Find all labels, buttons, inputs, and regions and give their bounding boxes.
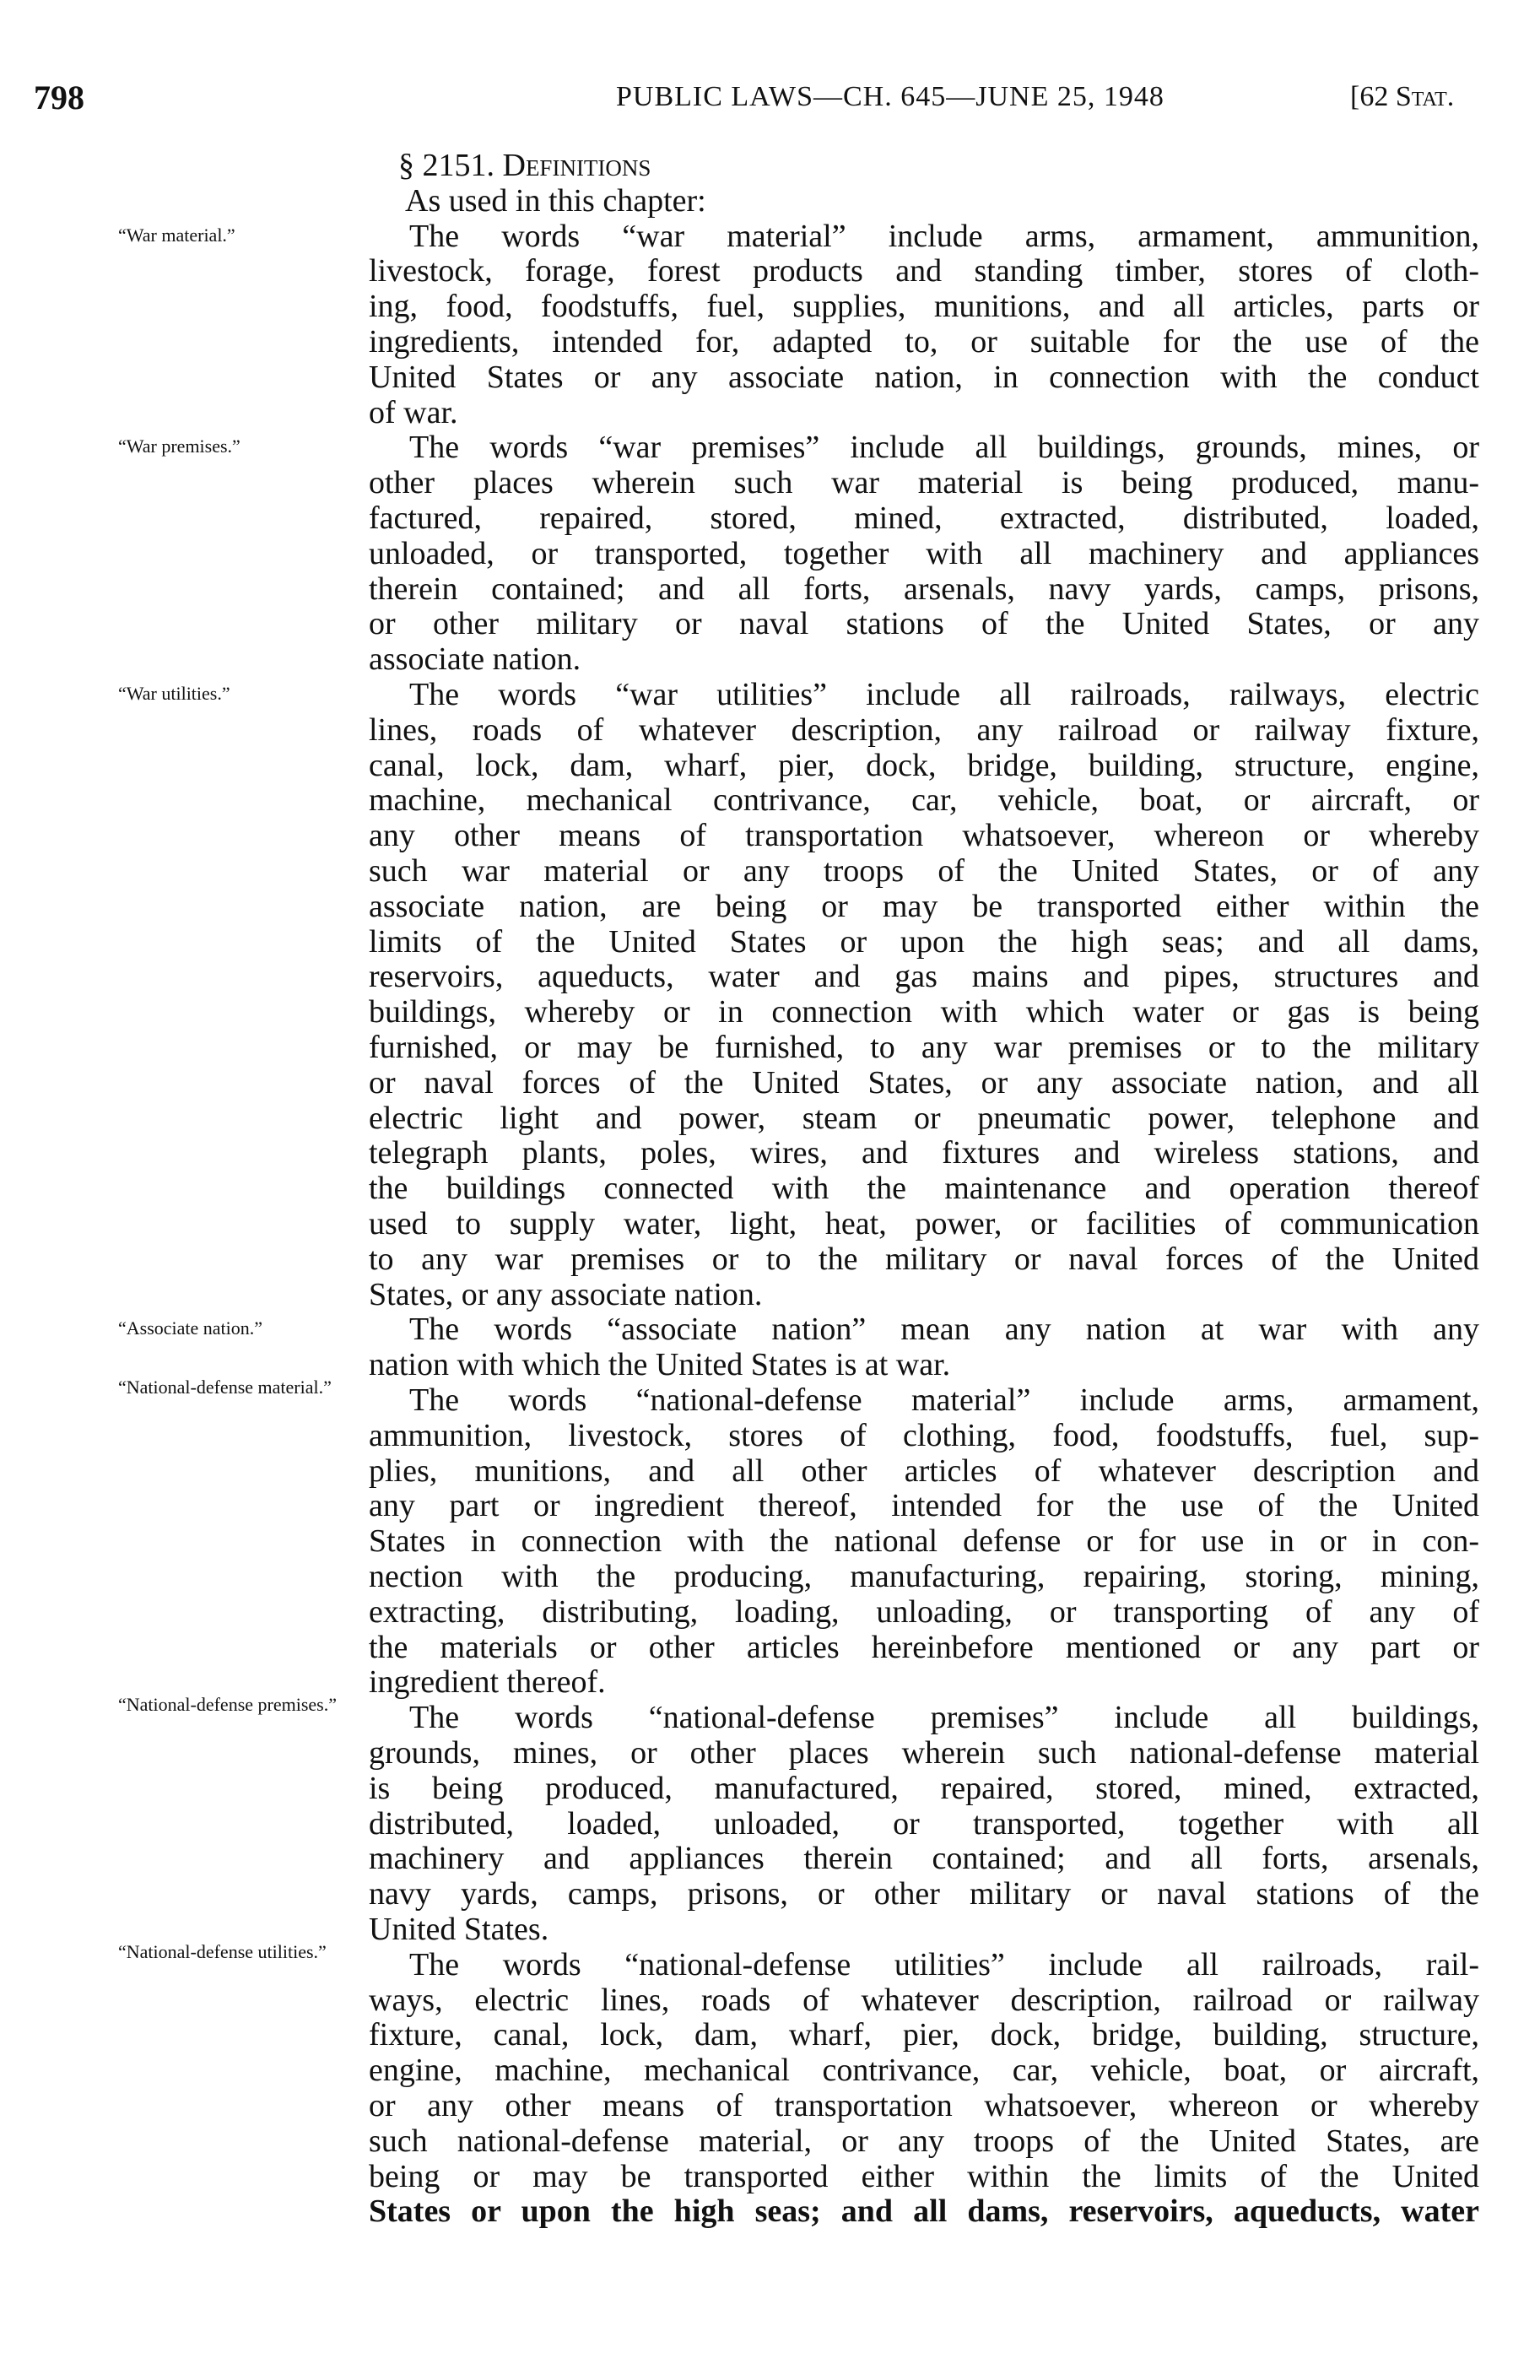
text-line: machinery and appliances therein contained; and all forts, arsenals,	[369, 1841, 1479, 1877]
margin-note: “National-defense premises.”	[118, 1694, 337, 1716]
text-line: The words “war material” include arms, armament, ammunition,	[409, 218, 1479, 254]
text-line: United States or any associate nation, in connection with the conduct	[369, 359, 1479, 395]
text-line: buildings, whereby or in connection with which water or gas is being	[369, 994, 1479, 1030]
text-line: The words “war premises” include all buildings, grounds, mines, or	[409, 430, 1479, 466]
margin-note: “National-defense material.”	[118, 1377, 332, 1398]
text-line: used to supply water, light, heat, power, or facilities of communication	[369, 1206, 1479, 1241]
text-line: telegraph plants, poles, wires, and fixtures and wireless stations, and	[369, 1135, 1479, 1171]
text-line: The words “national-defense premises” include all buildings,	[409, 1700, 1479, 1736]
text-line: nection with the producing, manufacturing, repairing, storing, mining,	[369, 1559, 1479, 1594]
text-line: plies, munitions, and all other articles of whatever description and	[369, 1452, 1479, 1489]
text-line: navy yards, camps, prisons, or other military or naval stations of the	[369, 1876, 1479, 1912]
text-line: or naval forces of the United States, or any associate nation, and all	[369, 1064, 1479, 1101]
text-line: ingredients, intended for, adapted to, or suitable for the use of the	[369, 324, 1479, 360]
text-line: associate nation, are being or may be transported either within the	[369, 888, 1479, 924]
text-line: States in connection with the national defense or for use in or in con-	[369, 1523, 1479, 1560]
text-line: The words “war utilities” include all railroads, railways, electric	[409, 677, 1479, 712]
running-header: PUBLIC LAWS—CH. 645—JUNE 25, 1948	[616, 81, 1164, 112]
text-line: livestock, forage, forest products and standing timber, stores of cloth-	[369, 253, 1479, 289]
text-line: unloaded, or transported, together with all machinery and appliances	[369, 535, 1479, 571]
text-line: of war.	[369, 394, 458, 430]
text-line: the materials or other articles hereinbefore mentioned or any part or	[369, 1629, 1479, 1665]
text-line: The words “national-defense material” include arms, armament,	[409, 1382, 1479, 1418]
text-line: any part or ingredient thereof, intended for the use of the United	[369, 1488, 1479, 1524]
margin-note: “War material.”	[118, 224, 235, 246]
section-intro: As used in this chapter:	[405, 183, 706, 219]
text-line: furnished, or may be furnished, to any war premises or to the military	[369, 1030, 1479, 1065]
text-line: machine, mechanical contrivance, car, vehicle, boat, or aircraft, or	[369, 782, 1479, 819]
text-line: grounds, mines, or other places wherein such national-defense material	[369, 1735, 1479, 1771]
text-line: States, or any associate nation.	[369, 1276, 763, 1312]
text-line: being or may be transported either within the limits of the United	[369, 2158, 1479, 2194]
text-line: electric light and power, steam or pneumatic power, telephone and	[369, 1100, 1479, 1136]
text-line: distributed, loaded, unloaded, or transported, together with all	[369, 1805, 1479, 1842]
text-line: ing, food, foodstuffs, fuel, supplies, munitions, and all articles, parts or	[369, 289, 1479, 325]
text-line: ingredient thereof.	[369, 1664, 606, 1701]
page-number: 798	[34, 78, 84, 116]
text-line: lines, roads of whatever description, any railroad or railway fixture,	[369, 711, 1479, 748]
text-line: such national-defense material, or any troops of the United States, are	[369, 2123, 1479, 2159]
text-line: The words “national-defense utilities” include all railroads, rail-	[409, 1946, 1479, 1982]
text-line: other places wherein such war material is being produced, manu-	[369, 465, 1479, 501]
statute-reference: [62 Stat.	[1350, 81, 1455, 112]
text-line: or other military or naval stations of the United States, or any	[369, 606, 1479, 642]
text-line: or any other means of transportation whatsoever, whereon or whereby	[369, 2088, 1479, 2123]
text-line: associate nation.	[369, 641, 581, 678]
text-line: limits of the United States or upon the high seas; and all dams,	[369, 923, 1479, 960]
text-line: reservoirs, aqueducts, water and gas mains and pipes, structures and	[369, 959, 1479, 995]
text-line: is being produced, manufactured, repaired, stored, mined, extracted,	[369, 1770, 1479, 1806]
margin-note: “National-defense utilities.”	[118, 1940, 327, 1962]
text-line: therein contained; and all forts, arsenals, navy yards, camps, prisons,	[369, 571, 1479, 607]
text-line: any other means of transportation whatsoever, whereon or whereby	[369, 818, 1479, 854]
section-heading: § 2151. Definitions	[398, 148, 651, 183]
text-line: The words “associate nation” mean any nation at war with any	[409, 1312, 1479, 1348]
text-line: nation with which the United States is at war.	[369, 1347, 951, 1383]
text-line: such war material or any troops of the United States, or of any	[369, 853, 1479, 889]
text-line: ammunition, livestock, stores of clothing, food, foodstuffs, fuel, sup-	[369, 1417, 1479, 1453]
text-line: extracting, distributing, loading, unloading, or transporting of any of	[369, 1593, 1479, 1630]
text-line: to any war premises or to the military or naval forces of the United	[369, 1241, 1479, 1277]
text-line: United States.	[369, 1912, 549, 1947]
margin-note: “War premises.”	[118, 435, 240, 457]
margin-note: “War utilities.”	[118, 683, 230, 704]
text-line: fixture, canal, lock, dam, wharf, pier, dock, bridge, building, structure,	[369, 2017, 1479, 2053]
text-line: the buildings connected with the maintenance and operation thereof	[369, 1171, 1479, 1207]
text-line: canal, lock, dam, wharf, pier, dock, bridge, building, structure, engine,	[369, 747, 1479, 783]
text-line: ways, electric lines, roads of whatever description, railroad or railway	[369, 1982, 1479, 2018]
text-line: States or upon the high seas; and all dams, reservoirs, aqueducts, water	[369, 2193, 1479, 2230]
margin-note: “Associate nation.”	[118, 1317, 263, 1339]
text-line: engine, machine, mechanical contrivance, car, vehicle, boat, or aircraft,	[369, 2053, 1479, 2089]
text-line: factured, repaired, stored, mined, extracted, distributed, loaded,	[369, 500, 1479, 536]
